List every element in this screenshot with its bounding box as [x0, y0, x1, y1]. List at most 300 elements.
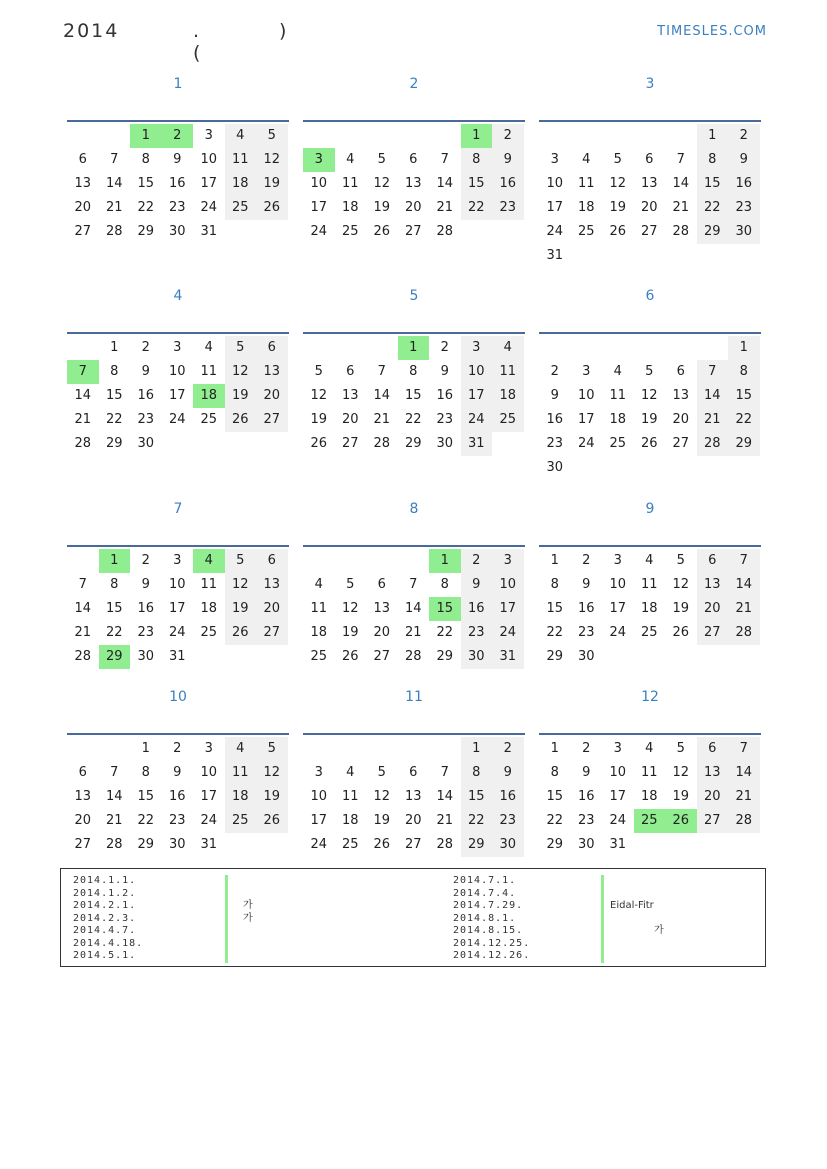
day-cell: 30 — [137, 649, 155, 664]
day-cell: 26 — [225, 621, 257, 645]
day-cell: 6 — [346, 364, 355, 379]
day-cell: 23 — [168, 200, 186, 215]
holiday-desc — [243, 938, 253, 951]
day-cell: 10 — [200, 152, 218, 167]
day-cell: 26 — [256, 196, 288, 220]
day-cell: 9 — [492, 148, 524, 172]
holiday-day-cell: 1 — [429, 549, 461, 573]
day-cell: 19 — [672, 601, 690, 616]
day-cell: 17 — [546, 200, 564, 215]
month-title: 7 — [173, 501, 183, 517]
holiday-date: 2014.12.25. — [453, 937, 531, 949]
empty-cell — [634, 124, 666, 148]
day-cell: 13 — [74, 176, 92, 191]
day-cell: 22 — [436, 625, 454, 640]
day-cell: 27 — [404, 224, 422, 239]
day-cell: 16 — [492, 785, 524, 809]
empty-cell — [602, 124, 634, 148]
day-cell: 15 — [546, 789, 564, 804]
day-cell: 28 — [672, 224, 690, 239]
day-cell: 7 — [409, 577, 418, 592]
month-days — [303, 737, 524, 857]
day-cell: 21 — [373, 412, 391, 427]
day-cell: 16 — [436, 388, 454, 403]
day-cell: 7 — [440, 152, 449, 167]
day-cell: 29 — [137, 837, 155, 852]
holiday-descs-right — [610, 875, 664, 963]
day-cell: 27 — [697, 809, 729, 833]
month-block — [67, 286, 289, 451]
page-title — [63, 20, 289, 64]
day-cell: 14 — [728, 573, 760, 597]
day-cell: 14 — [436, 176, 454, 191]
holiday-date: 2014.7.1. — [453, 875, 517, 886]
holiday-day-cell: 29 — [99, 645, 131, 669]
day-cell: 10 — [492, 573, 524, 597]
day-cell: 26 — [373, 224, 391, 239]
day-cell: 20 — [341, 412, 359, 427]
day-cell: 14 — [74, 601, 92, 616]
empty-cell — [697, 336, 729, 360]
month-block — [539, 499, 761, 664]
day-cell: 10 — [577, 388, 595, 403]
day-cell: 6 — [78, 152, 87, 167]
month-title: 1 — [173, 76, 183, 92]
day-cell: 21 — [105, 200, 123, 215]
month-days — [303, 549, 524, 669]
holiday-dates-left — [73, 875, 143, 963]
day-cell: 19 — [225, 597, 257, 621]
day-cell: 27 — [404, 837, 422, 852]
empty-cell — [429, 124, 461, 148]
holiday-desc — [610, 875, 664, 888]
day-cell: 26 — [672, 625, 690, 640]
day-cell: 24 — [200, 813, 218, 828]
day-cell: 21 — [74, 625, 92, 640]
holiday-desc — [610, 950, 664, 963]
month-block — [303, 687, 525, 852]
day-cell: 16 — [546, 412, 564, 427]
day-cell: 2 — [173, 741, 182, 756]
day-cell: 20 — [74, 813, 92, 828]
day-cell: 13 — [74, 789, 92, 804]
day-cell: 8 — [461, 761, 493, 785]
holiday-day-cell: 1 — [130, 124, 162, 148]
day-cell: 1 — [728, 336, 760, 360]
day-cell: 16 — [728, 172, 760, 196]
day-cell: 14 — [697, 384, 729, 408]
day-cell: 27 — [74, 837, 92, 852]
day-cell: 12 — [256, 148, 288, 172]
day-cell: 23 — [137, 625, 155, 640]
empty-cell — [429, 737, 461, 761]
holiday-day-cell: 3 — [303, 148, 335, 172]
day-cell: 23 — [436, 412, 454, 427]
day-cell: 16 — [137, 601, 155, 616]
day-cell: 19 — [256, 172, 288, 196]
day-cell: 3 — [314, 765, 323, 780]
day-cell: 18 — [200, 601, 218, 616]
day-cell: 2 — [582, 741, 591, 756]
holiday-date: 2014.8.15. — [453, 925, 524, 936]
day-cell: 1 — [141, 741, 150, 756]
day-cell: 19 — [609, 200, 627, 215]
day-cell: 24 — [461, 408, 493, 432]
empty-cell — [303, 737, 335, 761]
day-cell: 3 — [204, 128, 213, 143]
empty-cell — [335, 737, 367, 761]
day-cell: 27 — [672, 436, 690, 451]
empty-cell — [634, 336, 666, 360]
day-cell: 18 — [310, 625, 328, 640]
day-cell: 29 — [546, 649, 564, 664]
day-cell: 22 — [461, 809, 493, 833]
month-title: 4 — [173, 288, 183, 304]
day-cell: 22 — [105, 412, 123, 427]
day-cell: 27 — [74, 224, 92, 239]
day-cell: 10 — [546, 176, 564, 191]
empty-cell — [571, 124, 603, 148]
day-cell: 4 — [582, 152, 591, 167]
title-close: ) — [279, 20, 289, 42]
day-cell: 4 — [346, 152, 355, 167]
holiday-date: 2014.5.1. — [73, 950, 137, 961]
day-cell: 29 — [404, 436, 422, 451]
day-cell: 18 — [609, 412, 627, 427]
holiday-date: 2014.1.1. — [73, 875, 137, 886]
month-days — [539, 336, 760, 480]
day-cell: 27 — [341, 436, 359, 451]
day-cell: 19 — [256, 785, 288, 809]
day-cell: 20 — [672, 412, 690, 427]
day-cell: 14 — [728, 761, 760, 785]
day-cell: 27 — [256, 621, 288, 645]
day-cell: 9 — [582, 765, 591, 780]
day-cell: 22 — [461, 196, 493, 220]
day-cell: 13 — [672, 388, 690, 403]
day-cell: 29 — [461, 833, 493, 857]
empty-cell — [539, 124, 571, 148]
holiday-day-cell: 7 — [67, 360, 99, 384]
day-cell: 29 — [436, 649, 454, 664]
month-title: 9 — [645, 501, 655, 517]
day-cell: 25 — [200, 625, 218, 640]
day-cell: 4 — [225, 124, 257, 148]
day-cell: 5 — [676, 741, 685, 756]
day-cell: 9 — [173, 765, 182, 780]
day-cell: 11 — [225, 761, 257, 785]
day-cell: 17 — [168, 601, 186, 616]
day-cell: 1 — [461, 737, 493, 761]
day-cell: 16 — [137, 388, 155, 403]
day-cell: 8 — [550, 765, 559, 780]
day-cell: 23 — [168, 813, 186, 828]
empty-cell — [366, 336, 398, 360]
month-divider — [539, 733, 761, 735]
day-cell: 4 — [225, 737, 257, 761]
day-cell: 13 — [640, 176, 658, 191]
holiday-desc — [243, 888, 253, 901]
month-divider — [67, 120, 289, 122]
day-cell: 13 — [256, 360, 288, 384]
day-cell: 5 — [225, 336, 257, 360]
month-block — [67, 687, 289, 852]
day-cell: 28 — [728, 809, 760, 833]
day-cell: 29 — [105, 436, 123, 451]
day-cell: 13 — [404, 176, 422, 191]
day-cell: 7 — [110, 765, 119, 780]
day-cell: 21 — [728, 785, 760, 809]
day-cell: 21 — [728, 597, 760, 621]
holiday-desc — [243, 925, 253, 938]
day-cell: 28 — [436, 224, 454, 239]
holiday-bar-right — [601, 875, 604, 963]
day-cell: 16 — [577, 789, 595, 804]
month-days — [539, 124, 760, 268]
day-cell: 16 — [168, 789, 186, 804]
day-cell: 5 — [377, 765, 386, 780]
day-cell: 17 — [168, 388, 186, 403]
day-cell: 22 — [137, 200, 155, 215]
holiday-date: 2014.12.26. — [453, 950, 531, 961]
day-cell: 3 — [613, 553, 622, 568]
day-cell: 30 — [577, 649, 595, 664]
day-cell: 15 — [137, 789, 155, 804]
day-cell: 18 — [640, 601, 658, 616]
day-cell: 16 — [168, 176, 186, 191]
day-cell: 4 — [645, 553, 654, 568]
day-cell: 8 — [697, 148, 729, 172]
day-cell: 6 — [409, 765, 418, 780]
day-cell: 10 — [609, 577, 627, 592]
day-cell: 25 — [200, 412, 218, 427]
day-cell: 28 — [74, 649, 92, 664]
day-cell: 5 — [225, 549, 257, 573]
day-cell: 28 — [697, 432, 729, 456]
day-cell: 12 — [609, 176, 627, 191]
month-title: 3 — [645, 76, 655, 92]
day-cell: 18 — [225, 785, 257, 809]
empty-cell — [398, 737, 430, 761]
day-cell: 13 — [697, 761, 729, 785]
day-cell: 22 — [404, 412, 422, 427]
holiday-day-cell: 15 — [429, 597, 461, 621]
month-title: 5 — [409, 288, 419, 304]
day-cell: 13 — [256, 573, 288, 597]
month-days — [67, 124, 288, 244]
day-cell: 20 — [74, 200, 92, 215]
holiday-date: 2014.7.4. — [453, 887, 517, 899]
day-cell: 12 — [672, 765, 690, 780]
holiday-desc — [610, 913, 664, 926]
day-cell: 30 — [546, 460, 564, 475]
day-cell: 26 — [341, 649, 359, 664]
empty-cell — [303, 549, 335, 573]
day-cell: 12 — [225, 573, 257, 597]
day-cell: 17 — [609, 601, 627, 616]
day-cell: 31 — [546, 248, 564, 263]
empty-cell — [366, 737, 398, 761]
day-cell: 15 — [105, 601, 123, 616]
day-cell: 28 — [728, 621, 760, 645]
day-cell: 30 — [492, 833, 524, 857]
day-cell: 3 — [204, 741, 213, 756]
day-cell: 9 — [492, 761, 524, 785]
day-cell: 28 — [373, 436, 391, 451]
day-cell: 2 — [582, 553, 591, 568]
day-cell: 20 — [256, 384, 288, 408]
day-cell: 7 — [110, 152, 119, 167]
holiday-desc: 가 — [243, 912, 253, 924]
day-cell: 22 — [105, 625, 123, 640]
month-block — [67, 499, 289, 664]
day-cell: 23 — [461, 621, 493, 645]
month-block — [539, 286, 761, 475]
day-cell: 12 — [373, 789, 391, 804]
day-cell: 13 — [341, 388, 359, 403]
day-cell: 6 — [256, 549, 288, 573]
day-cell: 8 — [409, 364, 418, 379]
day-cell: 8 — [440, 577, 449, 592]
day-cell: 24 — [200, 200, 218, 215]
holiday-day-cell: 26 — [665, 809, 697, 833]
month-days — [303, 124, 524, 244]
day-cell: 10 — [200, 765, 218, 780]
day-cell: 10 — [609, 765, 627, 780]
day-cell: 8 — [728, 360, 760, 384]
day-cell: 20 — [697, 785, 729, 809]
day-cell: 13 — [373, 601, 391, 616]
holiday-desc: Eidal-Fitr — [610, 900, 654, 911]
day-cell: 19 — [310, 412, 328, 427]
day-cell: 15 — [546, 601, 564, 616]
day-cell: 31 — [168, 649, 186, 664]
holiday-date: 2014.2.1. — [73, 900, 137, 911]
day-cell: 20 — [373, 625, 391, 640]
day-cell: 11 — [341, 789, 359, 804]
day-cell: 31 — [609, 837, 627, 852]
day-cell: 7 — [728, 737, 760, 761]
day-cell: 12 — [672, 577, 690, 592]
empty-cell — [67, 336, 99, 360]
day-cell: 3 — [582, 364, 591, 379]
day-cell: 23 — [546, 436, 564, 451]
holiday-desc — [243, 950, 253, 963]
holiday-day-cell: 4 — [193, 549, 225, 573]
holiday-desc — [610, 938, 664, 951]
day-cell: 28 — [74, 436, 92, 451]
day-cell: 2 — [461, 549, 493, 573]
day-cell: 25 — [341, 837, 359, 852]
day-cell: 2 — [492, 124, 524, 148]
day-cell: 26 — [373, 837, 391, 852]
day-cell: 17 — [200, 176, 218, 191]
day-cell: 14 — [672, 176, 690, 191]
empty-cell — [335, 336, 367, 360]
month-divider — [539, 332, 761, 334]
month-days — [539, 737, 760, 857]
day-cell: 4 — [492, 336, 524, 360]
day-cell: 12 — [310, 388, 328, 403]
day-cell: 6 — [645, 152, 654, 167]
day-cell: 22 — [728, 408, 760, 432]
day-cell: 17 — [609, 789, 627, 804]
empty-cell — [303, 124, 335, 148]
day-cell: 29 — [546, 837, 564, 852]
day-cell: 23 — [577, 813, 595, 828]
day-cell: 8 — [141, 152, 150, 167]
day-cell: 28 — [404, 649, 422, 664]
day-cell: 6 — [697, 549, 729, 573]
day-cell: 21 — [436, 200, 454, 215]
day-cell: 16 — [492, 172, 524, 196]
day-cell: 6 — [676, 364, 685, 379]
day-cell: 20 — [404, 813, 422, 828]
day-cell: 23 — [492, 809, 524, 833]
empty-cell — [366, 549, 398, 573]
day-cell: 24 — [310, 837, 328, 852]
day-cell: 18 — [225, 172, 257, 196]
month-block — [539, 687, 761, 852]
day-cell: 19 — [373, 813, 391, 828]
month-block — [303, 286, 525, 451]
day-cell: 7 — [676, 152, 685, 167]
day-cell: 5 — [676, 553, 685, 568]
month-divider — [539, 120, 761, 122]
day-cell: 24 — [609, 813, 627, 828]
day-cell: 18 — [577, 200, 595, 215]
empty-cell — [335, 124, 367, 148]
empty-cell — [571, 336, 603, 360]
day-cell: 24 — [168, 412, 186, 427]
day-cell: 20 — [697, 597, 729, 621]
day-cell: 2 — [492, 737, 524, 761]
empty-cell — [398, 124, 430, 148]
holiday-day-cell: 1 — [398, 336, 430, 360]
day-cell: 28 — [105, 837, 123, 852]
day-cell: 5 — [377, 152, 386, 167]
month-title: 8 — [409, 501, 419, 517]
day-cell: 2 — [440, 340, 449, 355]
day-cell: 10 — [168, 364, 186, 379]
day-cell: 22 — [697, 196, 729, 220]
day-cell: 26 — [640, 436, 658, 451]
day-cell: 15 — [137, 176, 155, 191]
brand-link[interactable]: TIMESLES.COM — [657, 24, 767, 39]
day-cell: 20 — [404, 200, 422, 215]
day-cell: 8 — [550, 577, 559, 592]
empty-cell — [665, 336, 697, 360]
holiday-day-cell: 1 — [461, 124, 493, 148]
holiday-day-cell: 25 — [634, 809, 666, 833]
empty-cell — [602, 336, 634, 360]
day-cell: 1 — [697, 124, 729, 148]
day-cell: 12 — [225, 360, 257, 384]
day-cell: 4 — [314, 577, 323, 592]
day-cell: 12 — [640, 388, 658, 403]
day-cell: 25 — [609, 436, 627, 451]
day-cell: 7 — [728, 549, 760, 573]
day-cell: 11 — [310, 601, 328, 616]
day-cell: 1 — [550, 741, 559, 756]
day-cell: 3 — [492, 549, 524, 573]
holiday-date: 2014.4.7. — [73, 925, 137, 936]
day-cell: 13 — [404, 789, 422, 804]
day-cell: 27 — [697, 621, 729, 645]
month-divider — [539, 545, 761, 547]
day-cell: 25 — [225, 809, 257, 833]
holiday-date: 2014.2.3. — [73, 912, 137, 924]
